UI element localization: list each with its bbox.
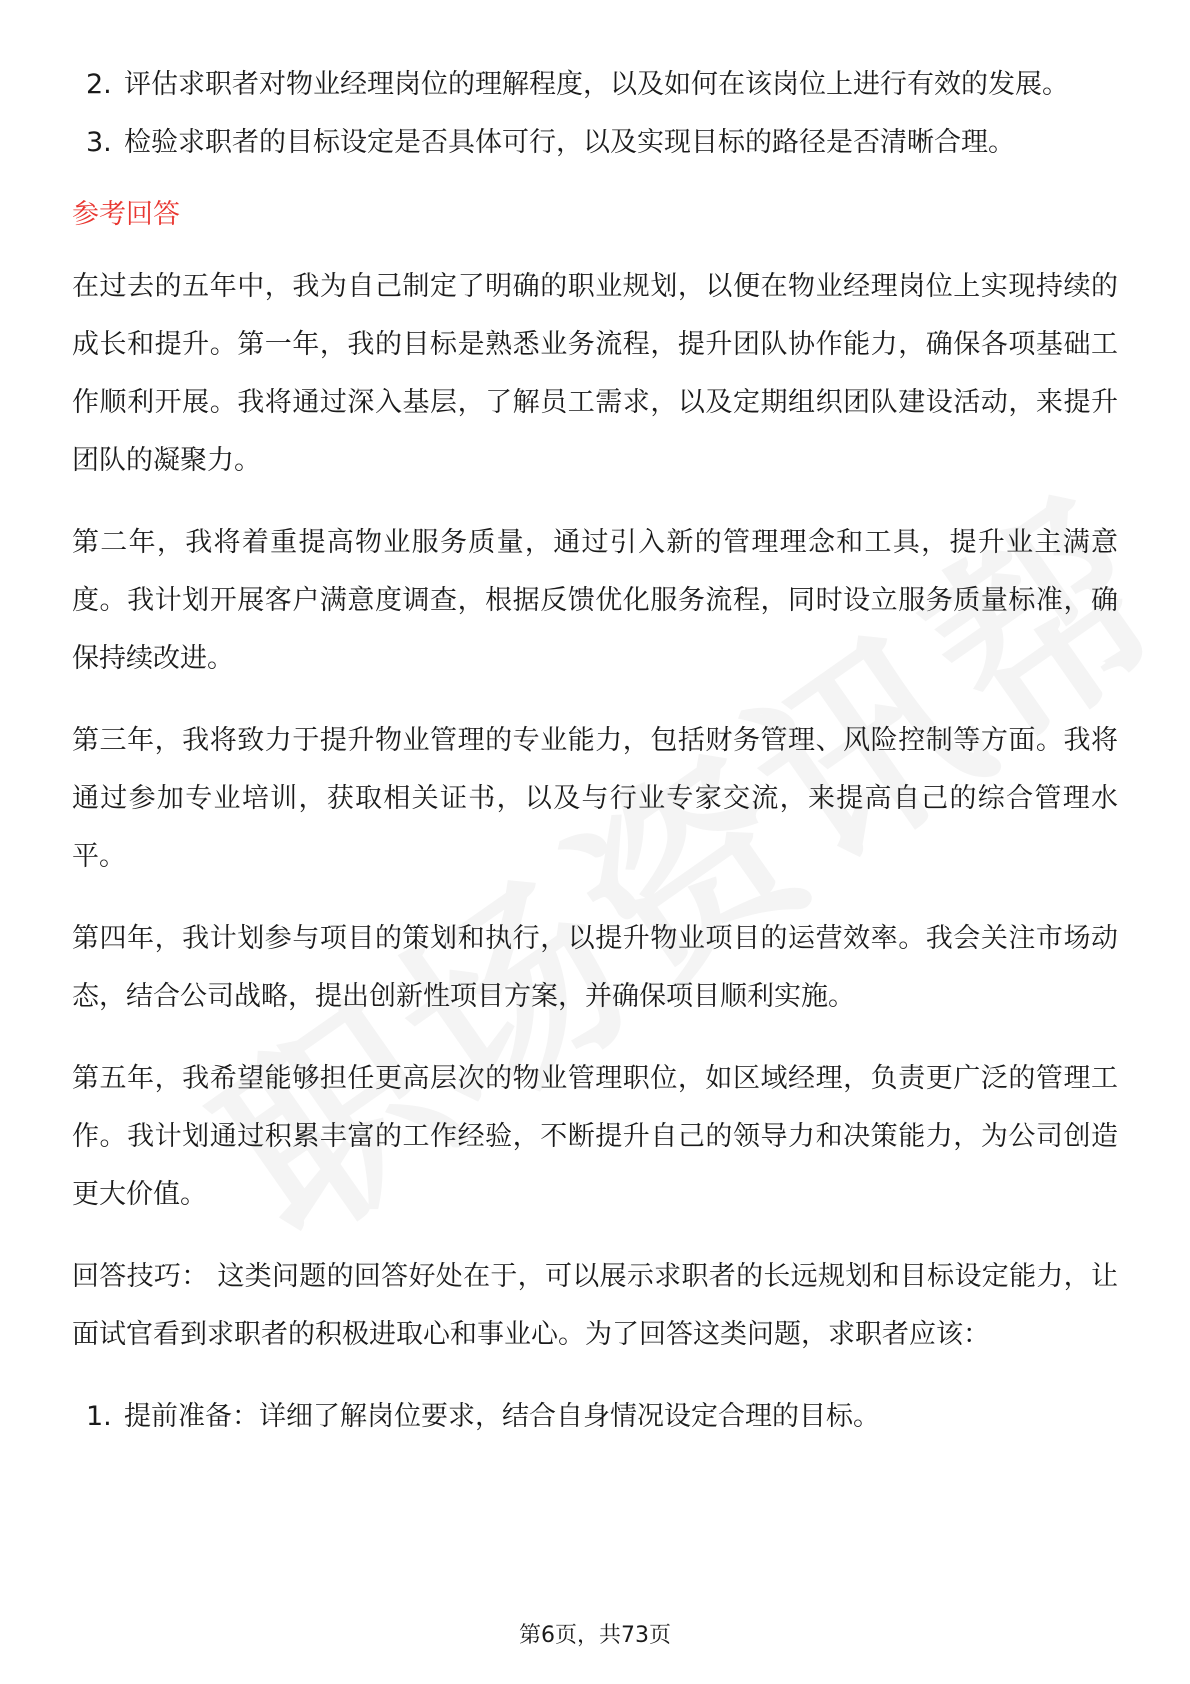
list-text: 检验求职者的目标设定是否具体可行，以及实现目标的路径是否清晰合理。 bbox=[124, 127, 1015, 158]
list-item bbox=[72, 56, 1118, 114]
list-number: 1. bbox=[86, 1401, 112, 1432]
list-item bbox=[72, 114, 1118, 172]
list-item bbox=[72, 1388, 1118, 1446]
paragraph: 第四年，我计划参与项目的策划和执行，以提升物业项目的运营效率。我会关注市场动态，结合公司战略，提出创新性项目方案，并确保项目顺利实施。 bbox=[72, 923, 1118, 1012]
page-content bbox=[72, 56, 1118, 1446]
paragraph: 回答技巧： 这类问题的回答好处在于，可以展示求职者的长远规划和目标设定能力，让面试官看到求职者的积极进取心和事业心。为了回答这类问题，求职者应该： bbox=[72, 1261, 1118, 1350]
paragraph: 在过去的五年中，我为自己制定了明确的职业规划，以便在物业经理岗位上实现持续的成长和提升。第一年，我的目标是熟悉业务流程，提升团队协作能力，确保各项基础工作顺利开展。我将通过深入基层，了解员工需求，以及定期组织团队建设活动，来提升团队的凝聚力。 bbox=[72, 271, 1118, 476]
list-text: 评估求职者对物业经理岗位的理解程度，以及如何在该岗位上进行有效的发展。 bbox=[124, 69, 1069, 100]
paragraph: 第五年，我希望能够担任更高层次的物业管理职位，如区域经理，负责更广泛的管理工作。我计划通过积累丰富的工作经验，不断提升自己的领导力和决策能力，为公司创造更大价值。 bbox=[72, 1063, 1118, 1210]
page-footer: 第6页，共73页 bbox=[519, 1623, 671, 1648]
section-title: 参考回答 bbox=[72, 199, 180, 230]
list-text: 提前准备：详细了解岗位要求，结合自身情况设定合理的目标。 bbox=[124, 1401, 880, 1432]
paragraph: 第二年，我将着重提高物业服务质量，通过引入新的管理理念和工具，提升业主满意度。我计划开展客户满意度调查，根据反馈优化服务流程，同时设立服务质量标准，确保持续改进。 bbox=[72, 527, 1118, 674]
paragraph: 第三年，我将致力于提升物业管理的专业能力，包括财务管理、风险控制等方面。我将通过参加专业培训，获取相关证书，以及与行业专家交流，来提高自己的综合管理水平。 bbox=[72, 725, 1118, 872]
list-number: 2. bbox=[86, 69, 112, 100]
list-number: 3. bbox=[86, 127, 112, 158]
